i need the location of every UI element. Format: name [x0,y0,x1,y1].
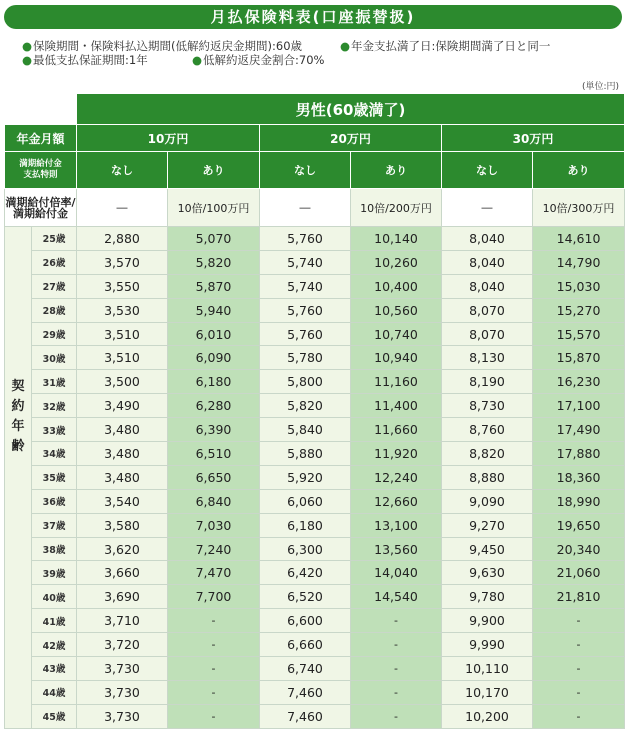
premium-cell: 3,490 [77,394,168,418]
premium-cell: 18,990 [533,489,625,513]
premium-cell: 13,560 [351,537,442,561]
premium-cell: 5,940 [168,298,260,322]
premium-cell: 9,630 [442,561,533,585]
special-label: あり [168,152,260,189]
premium-cell: 9,270 [442,513,533,537]
premium-cell: 10,170 [442,680,533,704]
table-row [5,227,625,251]
special-label: あり [533,152,625,189]
age-cell: 25歳 [32,227,77,251]
premium-cell: 8,880 [442,465,533,489]
premium-cell: 3,540 [77,489,168,513]
premium-cell: 3,730 [77,657,168,681]
table-row [5,561,625,585]
premium-cell: - [168,633,260,657]
age-cell: 45歳 [32,704,77,728]
premium-cell: 6,390 [168,418,260,442]
premium-cell: 6,300 [260,537,351,561]
premium-cell: 3,660 [77,561,168,585]
premium-cell: 6,740 [260,657,351,681]
table-row [5,489,625,513]
premium-cell: 10,940 [351,346,442,370]
premium-cell: 11,400 [351,394,442,418]
premium-cell: 7,030 [168,513,260,537]
premium-cell: - [168,704,260,728]
age-cell: 28歳 [32,298,77,322]
premium-cell: - [533,680,625,704]
premium-cell: 5,760 [260,227,351,251]
annuity-header: 年金月額 [5,125,77,152]
premium-cell: 15,270 [533,298,625,322]
premium-cell: - [351,609,442,633]
premium-cell: 8,130 [442,346,533,370]
premium-cell: 10,200 [442,704,533,728]
age-cell: 41歳 [32,609,77,633]
table-row [5,537,625,561]
premium-cell: 3,530 [77,298,168,322]
age-cell: 27歳 [32,274,77,298]
age-cell: 44歳 [32,680,77,704]
premium-cell: 5,820 [168,250,260,274]
premium-cell: 13,100 [351,513,442,537]
premium-cell: 3,570 [77,250,168,274]
premium-cell: 17,490 [533,418,625,442]
premium-cell: 3,620 [77,537,168,561]
premium-cell: 8,070 [442,322,533,346]
premium-cell: 5,780 [260,346,351,370]
main-header: 男性(60歳満了) [77,94,625,125]
ratio-cell: ― [442,189,533,227]
premium-cell: 9,780 [442,585,533,609]
premium-cell: 7,240 [168,537,260,561]
premium-cell: 5,800 [260,370,351,394]
premium-cell: 3,480 [77,465,168,489]
premium-cell: 7,460 [260,704,351,728]
table-row [5,370,625,394]
special-label: あり [351,152,442,189]
note-text: 保険期間・保険料払込期間(低解約返戻金期間):60歳 [33,39,303,53]
special-provision-header: 満期給付金 支払特則 [5,152,77,189]
premium-cell: 7,460 [260,680,351,704]
premium-cell: 8,040 [442,274,533,298]
premium-cell: 10,560 [351,298,442,322]
premium-cell: 6,840 [168,489,260,513]
premium-cell: 8,070 [442,298,533,322]
age-cell: 26歳 [32,250,77,274]
premium-cell: 14,790 [533,250,625,274]
premium-cell: - [533,704,625,728]
table-row [5,250,625,274]
premium-cell: 5,820 [260,394,351,418]
premium-cell: 3,580 [77,513,168,537]
age-cell: 40歳 [32,585,77,609]
premium-cell: - [351,657,442,681]
age-cell: 38歳 [32,537,77,561]
premium-cell: 14,540 [351,585,442,609]
premium-cell: 6,510 [168,442,260,466]
premium-cell: 5,760 [260,298,351,322]
premium-cell: 5,880 [260,442,351,466]
premium-cell: 3,480 [77,418,168,442]
table-row [5,465,625,489]
premium-cell: 6,180 [168,370,260,394]
ratio-cell: ― [77,189,168,227]
age-cell: 30歳 [32,346,77,370]
table-row [5,418,625,442]
note-item [22,39,302,54]
premium-cell: 17,100 [533,394,625,418]
ratio-cell: 10倍/300万円 [533,189,625,227]
premium-cell: 5,920 [260,465,351,489]
premium-cell: 17,880 [533,442,625,466]
table-row [5,585,625,609]
premium-cell: 11,160 [351,370,442,394]
age-cell: 33歳 [32,418,77,442]
premium-table [4,93,625,729]
premium-cell: 3,730 [77,680,168,704]
special-label: なし [77,152,168,189]
table-row [5,394,625,418]
note-item [340,39,550,54]
premium-cell: - [351,633,442,657]
premium-cell: 7,700 [168,585,260,609]
premium-cell: 6,600 [260,609,351,633]
premium-cell: 10,400 [351,274,442,298]
premium-cell: 6,180 [260,513,351,537]
age-cell: 43歳 [32,657,77,681]
premium-cell: 16,230 [533,370,625,394]
table-row [5,704,625,728]
age-cell: 35歳 [32,465,77,489]
premium-cell: 3,480 [77,442,168,466]
premium-cell: 8,760 [442,418,533,442]
table-row [5,513,625,537]
premium-cell: 14,040 [351,561,442,585]
contract-age-label: 契 約 年 齢 [5,227,32,729]
premium-cell: 6,420 [260,561,351,585]
table-row [5,346,625,370]
premium-cell: 10,740 [351,322,442,346]
note-item [22,53,148,68]
age-cell: 34歳 [32,442,77,466]
note-text: 最低支払保証期間:1年 [33,53,148,67]
premium-cell: - [168,680,260,704]
table-row [5,274,625,298]
premium-cell: 21,810 [533,585,625,609]
premium-cell: 3,500 [77,370,168,394]
premium-cell: 5,760 [260,322,351,346]
table-row [5,298,625,322]
table-row [5,442,625,466]
note-text: 低解約返戻金割合:70% [203,53,325,67]
premium-cell: 19,650 [533,513,625,537]
ratio-cell: 10倍/100万円 [168,189,260,227]
premium-cell: - [533,609,625,633]
bullet-icon: ● [340,39,351,53]
special-label: なし [442,152,533,189]
amount-header: 30万円 [442,125,625,152]
premium-cell: 7,470 [168,561,260,585]
premium-cell: - [168,657,260,681]
age-cell: 32歳 [32,394,77,418]
table-row [5,322,625,346]
bullet-icon: ● [22,39,33,53]
premium-cell: 3,510 [77,346,168,370]
premium-cell: 9,090 [442,489,533,513]
age-cell: 29歳 [32,322,77,346]
premium-cell: 6,520 [260,585,351,609]
age-cell: 39歳 [32,561,77,585]
premium-cell: 8,190 [442,370,533,394]
amount-header: 20万円 [260,125,442,152]
premium-cell: 9,900 [442,609,533,633]
premium-cell: - [351,680,442,704]
bullet-icon: ● [192,53,203,67]
table-row [5,633,625,657]
unit-label: (単位:円) [581,82,619,92]
note-text: 年金支払満了日:保険期間満了日と同一 [351,39,551,53]
age-cell: 37歳 [32,513,77,537]
premium-cell: 6,660 [260,633,351,657]
premium-cell: 3,730 [77,704,168,728]
premium-cell: 6,280 [168,394,260,418]
amount-header: 10万円 [77,125,260,152]
premium-cell: 3,720 [77,633,168,657]
ratio-cell: 10倍/200万円 [351,189,442,227]
age-cell: 36歳 [32,489,77,513]
premium-cell: 9,450 [442,537,533,561]
premium-cell: 3,710 [77,609,168,633]
premium-cell: 10,140 [351,227,442,251]
age-cell: 42歳 [32,633,77,657]
premium-cell: 8,820 [442,442,533,466]
premium-cell: 3,510 [77,322,168,346]
premium-cell: 10,110 [442,657,533,681]
premium-cell: 12,660 [351,489,442,513]
premium-cell: 5,070 [168,227,260,251]
premium-cell: 10,260 [351,250,442,274]
premium-cell: - [351,704,442,728]
premium-cell: 8,040 [442,250,533,274]
premium-cell: 5,740 [260,274,351,298]
premium-cell: 5,870 [168,274,260,298]
table-row [5,609,625,633]
page-title: 月払保険料表(口座振替扱) [4,5,622,29]
premium-cell: 6,650 [168,465,260,489]
bullet-icon: ● [22,53,33,67]
premium-cell: 6,010 [168,322,260,346]
premium-cell: 14,610 [533,227,625,251]
premium-cell: 5,740 [260,250,351,274]
premium-cell: 12,240 [351,465,442,489]
premium-cell: 20,340 [533,537,625,561]
premium-cell: 15,870 [533,346,625,370]
premium-cell: - [533,657,625,681]
premium-cell: 3,550 [77,274,168,298]
premium-cell: 5,840 [260,418,351,442]
premium-cell: 11,660 [351,418,442,442]
premium-cell: 21,060 [533,561,625,585]
premium-cell: 15,570 [533,322,625,346]
table-row [5,680,625,704]
note-item [192,53,324,68]
premium-cell: 11,920 [351,442,442,466]
ratio-header: 満期給付倍率/ 満期給付金 [5,189,77,227]
premium-cell: 2,880 [77,227,168,251]
premium-cell: 8,040 [442,227,533,251]
premium-cell: 15,030 [533,274,625,298]
premium-cell: 18,360 [533,465,625,489]
premium-cell: 6,060 [260,489,351,513]
premium-cell: - [533,633,625,657]
ratio-cell: ― [260,189,351,227]
age-cell: 31歳 [32,370,77,394]
premium-cell: 9,990 [442,633,533,657]
premium-cell: - [168,609,260,633]
special-label: なし [260,152,351,189]
premium-cell: 3,690 [77,585,168,609]
table-row [5,657,625,681]
premium-cell: 8,730 [442,394,533,418]
premium-cell: 6,090 [168,346,260,370]
